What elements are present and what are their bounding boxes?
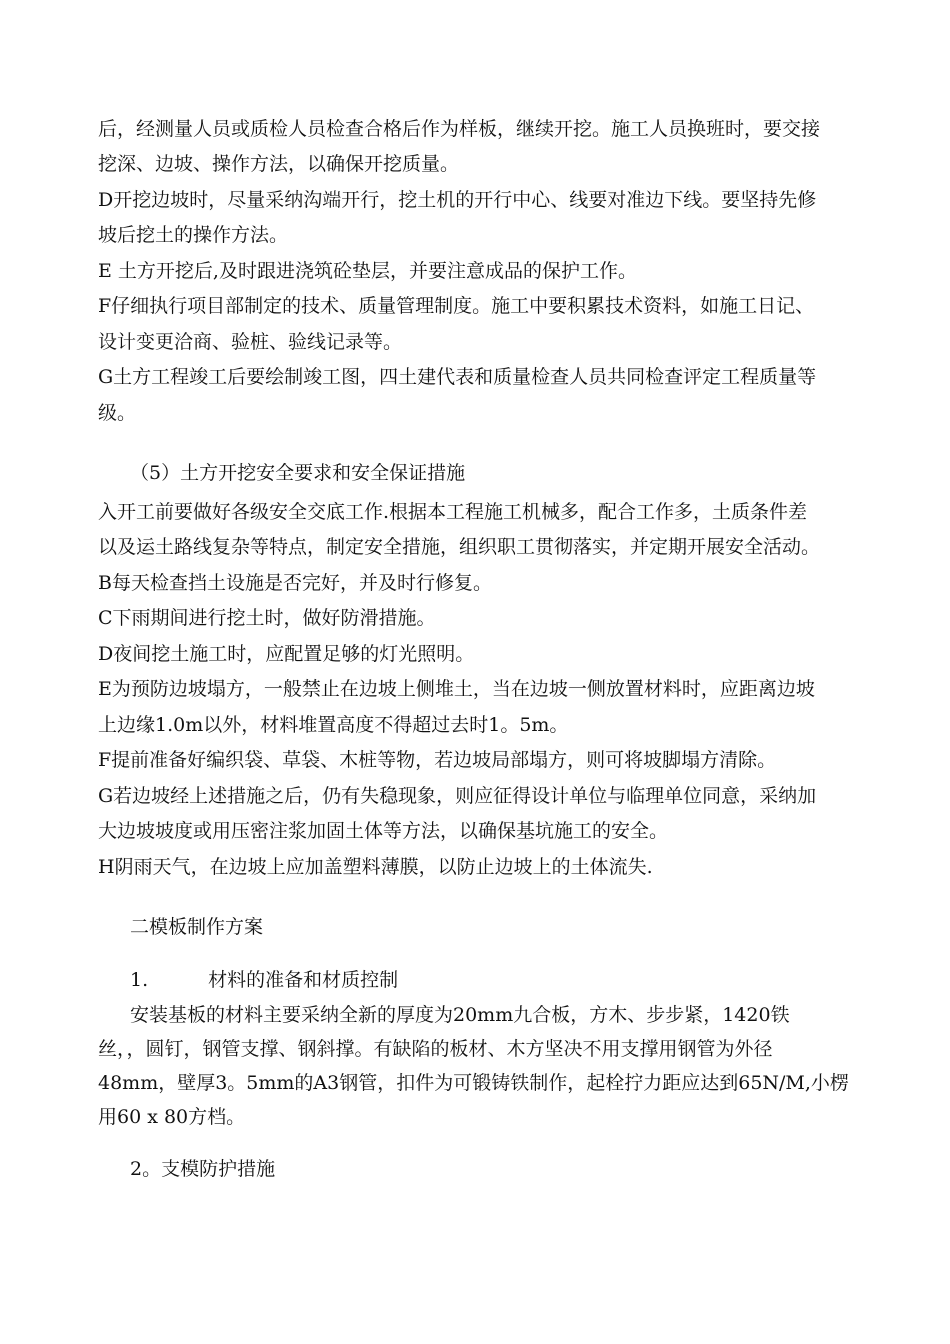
- paragraph-line: F仔细执行项目部制定的技术、质量管理制度。施工中要积累技术资料，如施工日记、: [98, 295, 815, 317]
- paragraph-line: 丝，，圆钉，钢管支撑、钢斜撑。有缺陷的板材、木方坚决不用支撑用钢管为外径: [98, 1038, 773, 1060]
- paragraph-line: G土方工程竣工后要绘制竣工图，四土建代表和质量检查人员共同检查评定工程质量等: [98, 366, 817, 388]
- paragraph-line: 入开工前要做好各级安全交底工作.根据本工程施工机械多，配合工作多，土质条件差: [98, 501, 808, 523]
- paragraph-line: 安装基板的材料主要采纳全新的厚度为20mm九合板，方木、步步紧，1420铁: [130, 1004, 790, 1026]
- section-heading: 二模板制作方案: [130, 916, 264, 938]
- paragraph-line: B每天检查挡土设施是否完好，并及时行修复。: [98, 572, 492, 594]
- paragraph-line: G若边坡经上述措施之后，仍有失稳现象，则应征得设计单位与临理单位同意，采纳加: [98, 785, 817, 807]
- paragraph-line: 大边坡坡度或用压密注浆加固土体等方法，以确保基坑施工的安全。: [98, 820, 669, 842]
- paragraph-line: 48mm，壁厚3。5mm的A3钢管，扣件为可锻铸铁制作，起栓拧力距应达到65N/M,小楞: [98, 1072, 849, 1094]
- paragraph-line: D开挖边坡时，尽量采纳沟端开行，挖土机的开行中心、线要对准边下线。要坚持先修: [98, 189, 817, 211]
- paragraph-line: E为预防边坡塌方，一般禁止在边坡上侧堆土，当在边坡一侧放置材料时，应距离边坡: [98, 678, 815, 700]
- paragraph-line: 后，经测量人员或质检人员检查合格后作为样板，继续开挖。施工人员换班时，要交接: [98, 118, 821, 140]
- paragraph-line: 级。: [98, 402, 137, 424]
- item-number: 1.: [130, 969, 149, 991]
- paragraph-line: E 土方开挖后,及时跟进浇筑砼垫层，并要注意成品的保护工作。: [98, 260, 637, 282]
- paragraph-line: 以及运土路线复杂等特点，制定安全措施，组织职工贯彻落实，并定期开展安全活动。: [98, 536, 821, 558]
- item-heading: 2。支模防护措施: [130, 1158, 276, 1180]
- section-heading: （5）土方开挖安全要求和安全保证措施: [130, 462, 466, 484]
- paragraph-line: 用60 x 80方档。: [98, 1106, 246, 1128]
- item-heading: [130, 967, 398, 993]
- paragraph-line: F提前准备好编织袋、草袋、木桩等物，若边坡局部塌方，则可将坡脚塌方清除。: [98, 749, 777, 771]
- paragraph-line: H阴雨天气，在边坡上应加盖塑料薄膜，以防止边坡上的土体流失.: [98, 856, 653, 878]
- paragraph-line: C下雨期间进行挖土时，做好防滑措施。: [98, 607, 436, 629]
- paragraph-line: 设计变更洽商、验桩、验线记录等。: [98, 331, 403, 353]
- paragraph-line: 挖深、边坡、操作方法，以确保开挖质量。: [98, 153, 460, 175]
- paragraph-line: 坡后挖土的操作方法。: [98, 224, 289, 246]
- item-title: 材料的准备和材质控制: [208, 969, 399, 991]
- paragraph-line: D夜间挖土施工时，应配置足够的灯光照明。: [98, 643, 475, 665]
- paragraph-line: 上边缘1.0m以外，材料堆置高度不得超过去时1。5m。: [98, 714, 569, 736]
